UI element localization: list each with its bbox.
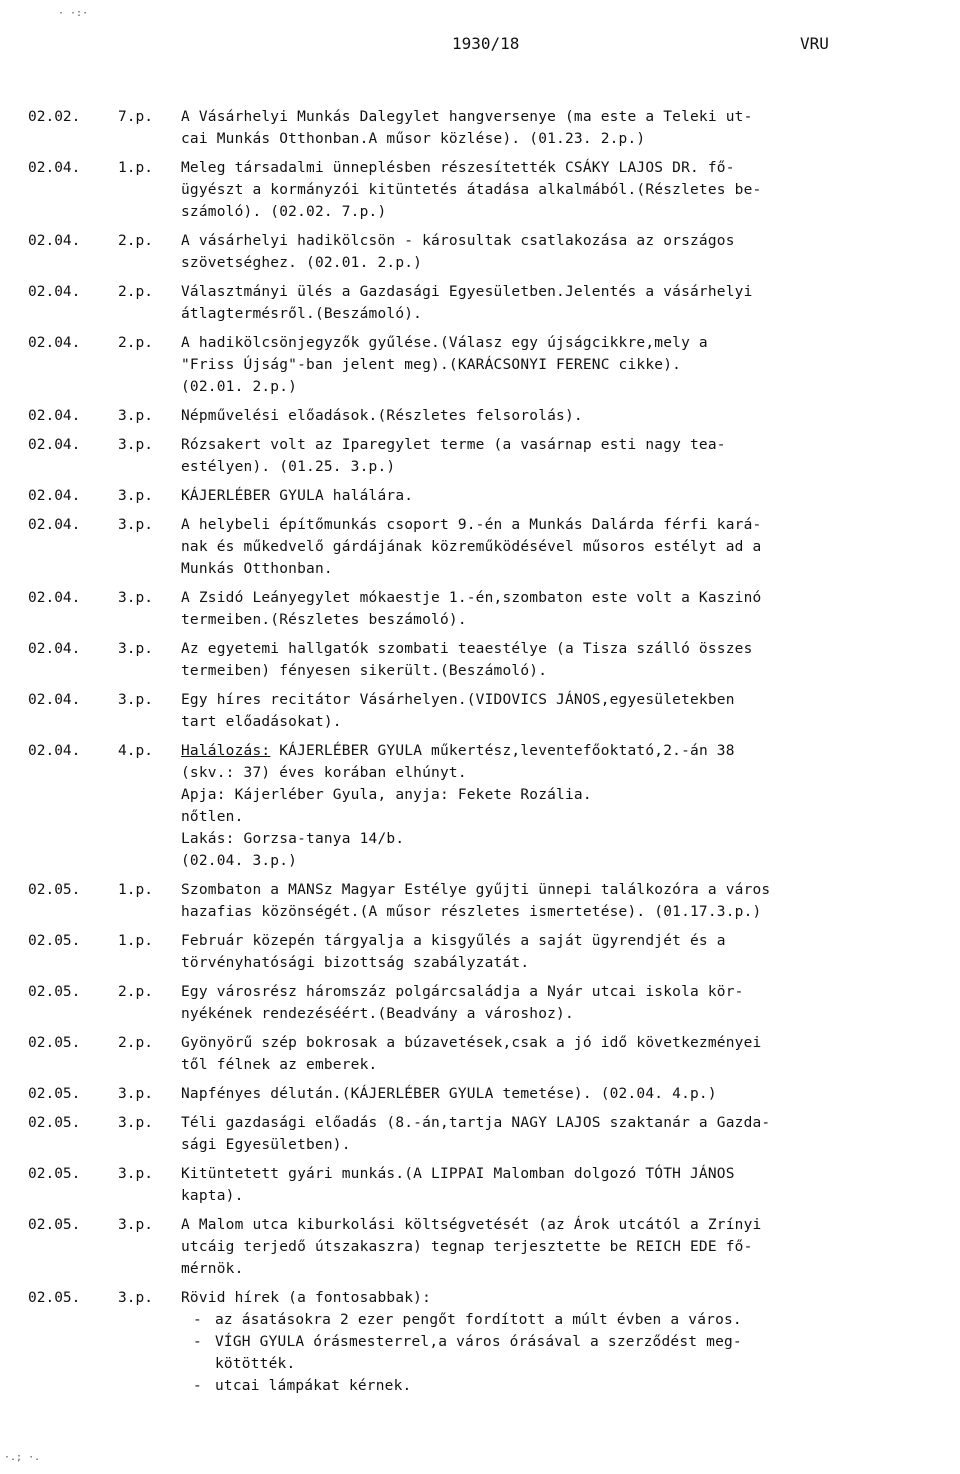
- entry-date: 02.05.: [28, 1217, 81, 1233]
- entry-date: 02.02.: [28, 109, 81, 125]
- entry-date: 02.05.: [28, 1115, 81, 1131]
- entry-date: 02.05.: [28, 933, 81, 949]
- entry-row: [28, 514, 948, 580]
- entry-date: 02.05.: [28, 1035, 81, 1051]
- news-item: - VÍGH GYULA órásmesterrel,a város órásával a szerződést meg- kötötték.: [181, 1331, 948, 1375]
- entry-date: 02.04.: [28, 590, 81, 606]
- entry-body: [181, 230, 948, 274]
- entry-page: 2.p.: [118, 1035, 153, 1051]
- entry-text: A helybeli építőmunkás csoport 9.-én a Munkás Dalárda férfi kará- nak és műkedvelő gárdájának közreműködésével műsoros estélyt ad a Munkás Otthonban.: [181, 517, 762, 577]
- entry-row: [28, 740, 948, 872]
- entry-row: [28, 332, 948, 398]
- entry-body: [181, 879, 948, 923]
- entry-page: 3.p.: [118, 590, 153, 606]
- entry-page: 3.p.: [118, 517, 153, 533]
- news-list: [181, 1309, 948, 1397]
- entry-row: [28, 434, 948, 478]
- entry-row: [28, 157, 948, 223]
- entry-body: [181, 106, 948, 150]
- entry-text: Gyönyörű szép bokrosak a búzavetések,csak a jó idő következményei től félnek az emberek.: [181, 1035, 762, 1073]
- entry-date: 02.04.: [28, 743, 81, 759]
- entry-text: Február közepén tárgyalja a kisgyűlés a saját ügyrendjét és a törvényhatósági bizottság szabályzatát.: [181, 933, 726, 971]
- entry-body: [181, 587, 948, 631]
- entry-page: 1.p.: [118, 882, 153, 898]
- entry-text: Népművelési előadások.(Részletes felsorolás).: [181, 408, 583, 424]
- entry-page: 3.p.: [118, 692, 153, 708]
- entry-body: [181, 1287, 948, 1397]
- entry-body: [181, 157, 948, 223]
- entry-date: 02.04.: [28, 488, 81, 504]
- entry-date: 02.04.: [28, 233, 81, 249]
- news-item: - az ásatásokra 2 ezer pengőt fordított a múlt évben a város.: [181, 1309, 948, 1331]
- entry-page: 3.p.: [118, 1086, 153, 1102]
- entry-row: [28, 689, 948, 733]
- entry-list: [28, 106, 948, 1404]
- entry-page: 3.p.: [118, 488, 153, 504]
- entry-row: [28, 1287, 948, 1397]
- entry-date: 02.04.: [28, 284, 81, 300]
- entry-page: 3.p.: [118, 1217, 153, 1233]
- entry-body: [181, 981, 948, 1025]
- entry-body: [181, 930, 948, 974]
- entry-text: A Malom utca kiburkolási költségvetését (az Árok utcától a Zrínyi utcáig terjedő útszakaszra) tegnap terjesztette be REICH EDE fő- mérnök.: [181, 1217, 762, 1277]
- entry-page: 1.p.: [118, 160, 153, 176]
- entry-text: Téli gazdasági előadás (8.-án,tartja NAGY LAJOS szaktanár a Gazda- sági Egyesületben).: [181, 1115, 771, 1153]
- entry-page: 1.p.: [118, 933, 153, 949]
- entry-date: 02.05.: [28, 882, 81, 898]
- entry-row: [28, 1163, 948, 1207]
- entry-text: Egy városrész háromszáz polgárcsaládja a Nyár utcai iskola kör- nyékének rendezéséért.(Beadvány a városhoz).: [181, 984, 744, 1022]
- entry-row: [28, 485, 948, 507]
- entry-page: 2.p.: [118, 233, 153, 249]
- entry-page: 3.p.: [118, 641, 153, 657]
- entry-text: A Zsidó Leányegylet mókaestje 1.-én,szombaton este volt a Kaszinó termeiben.(Részletes beszámoló).: [181, 590, 762, 628]
- entry-date: 02.05.: [28, 1086, 81, 1102]
- entry-body: [181, 689, 948, 733]
- entry-body: [181, 332, 948, 398]
- entry-label: Halálozás:: [181, 743, 271, 759]
- entry-date: 02.04.: [28, 641, 81, 657]
- entry-body: [181, 740, 948, 872]
- entry-row: [28, 1083, 948, 1105]
- entry-date: 02.04.: [28, 517, 81, 533]
- entry-page: 3.p.: [118, 1290, 153, 1306]
- scan-mark: ·.; ·.: [4, 1452, 41, 1463]
- entry-row: [28, 230, 948, 274]
- entry-text: Meleg társadalmi ünneplésben részesítették CSÁKY LAJOS DR. fő- ügyészt a kormányzói kitüntetés átadása alkalmából.(Részletes be- számoló). (02.02. 7.p.): [181, 160, 762, 220]
- document-tag: VRU: [800, 34, 829, 53]
- entry-body: [181, 638, 948, 682]
- entry-body: [181, 1083, 948, 1105]
- entry-date: 02.04.: [28, 437, 81, 453]
- entry-page: 4.p.: [118, 743, 153, 759]
- entry-body: [181, 1032, 948, 1076]
- entry-text: Rózsakert volt az Iparegylet terme (a vasárnap esti nagy tea- estélyen). (01.25. 3.p.): [181, 437, 726, 475]
- entry-text: Szombaton a MANSz Magyar Estélye gyűjti ünnepi találkozóra a város hazafias közönségét.(A műsor részletes ismertetése). (01.17.3.p.): [181, 882, 771, 920]
- entry-page: 2.p.: [118, 284, 153, 300]
- document-code: 1930/18: [452, 34, 520, 53]
- entry-date: 02.05.: [28, 984, 81, 1000]
- entry-date: 02.04.: [28, 160, 81, 176]
- entry-page: 2.p.: [118, 335, 153, 351]
- entry-body: [181, 434, 948, 478]
- entry-body: [181, 514, 948, 580]
- entry-page: 3.p.: [118, 1115, 153, 1131]
- entry-page: 3.p.: [118, 408, 153, 424]
- entry-row: [28, 638, 948, 682]
- entry-text: Napfényes délután.(KÁJERLÉBER GYULA temetése). (02.04. 4.p.): [181, 1086, 717, 1102]
- entry-row: [28, 281, 948, 325]
- entry-row: [28, 879, 948, 923]
- entry-row: [28, 1214, 948, 1280]
- entry-row: [28, 930, 948, 974]
- entry-date: 02.04.: [28, 692, 81, 708]
- entry-row: [28, 1112, 948, 1156]
- news-item: - utcai lámpákat kérnek.: [181, 1375, 948, 1397]
- entry-text: Egy híres recitátor Vásárhelyen.(VIDOVICS JÁNOS,egyesületekben tart előadásokat).: [181, 692, 735, 730]
- entry-text: Választmányi ülés a Gazdasági Egyesületben.Jelentés a vásárhelyi átlagtermésről.(Beszámoló).: [181, 284, 753, 322]
- entry-text: A vásárhelyi hadikölcsön - károsultak csatlakozása az országos szövetséghez. (02.01. 2.p.): [181, 233, 735, 271]
- entry-row: [28, 405, 948, 427]
- scan-mark: · ·:·: [58, 8, 89, 19]
- entry-body: [181, 1163, 948, 1207]
- entry-date: 02.04.: [28, 408, 81, 424]
- entry-text: A Vásárhelyi Munkás Dalegylet hangversenye (ma este a Teleki ut- cai Munkás Otthonban.A műsor közlése). (01.23. 2.p.): [181, 109, 753, 147]
- entry-page: 3.p.: [118, 1166, 153, 1182]
- entry-date: 02.04.: [28, 335, 81, 351]
- entry-body: [181, 405, 948, 427]
- entry-body: [181, 1214, 948, 1280]
- entry-text: Rövid hírek (a fontosabbak):: [181, 1290, 432, 1306]
- entry-date: 02.05.: [28, 1290, 81, 1306]
- entry-body: [181, 281, 948, 325]
- entry-body: [181, 1112, 948, 1156]
- entry-row: [28, 1032, 948, 1076]
- entry-date: 02.05.: [28, 1166, 81, 1182]
- entry-row: [28, 106, 948, 150]
- entry-text: A hadikölcsönjegyzők gyűlése.(Válasz egy újságcikkre,mely a "Friss Újság"-ban jelent meg).(KARÁCSONYI FERENC cikke). (02.01. 2.p.): [181, 335, 708, 395]
- entry-body: [181, 485, 948, 507]
- entry-row: [28, 587, 948, 631]
- entry-page: 2.p.: [118, 984, 153, 1000]
- entry-text: KÁJERLÉBER GYULA műkertész,leventefőoktató,2.-án 38 (skv.: 37) éves korában elhúnyt. Apja: Kájerléber Gyula, anyja: Fekete Rozália. nőtlen. Lakás: Gorzsa-tanya 14/b. (02.04. 3.p.): [181, 743, 735, 869]
- entry-row: [28, 981, 948, 1025]
- entry-text: Kitüntetett gyári munkás.(A LIPPAI Malomban dolgozó TÓTH JÁNOS kapta).: [181, 1166, 735, 1204]
- entry-text: Az egyetemi hallgatók szombati teaestélye (a Tisza szálló összes termeiben) fényesen sikerült.(Beszámoló).: [181, 641, 753, 679]
- entry-page: 3.p.: [118, 437, 153, 453]
- entry-page: 7.p.: [118, 109, 153, 125]
- entry-text: KÁJERLÉBER GYULA halálára.: [181, 488, 414, 504]
